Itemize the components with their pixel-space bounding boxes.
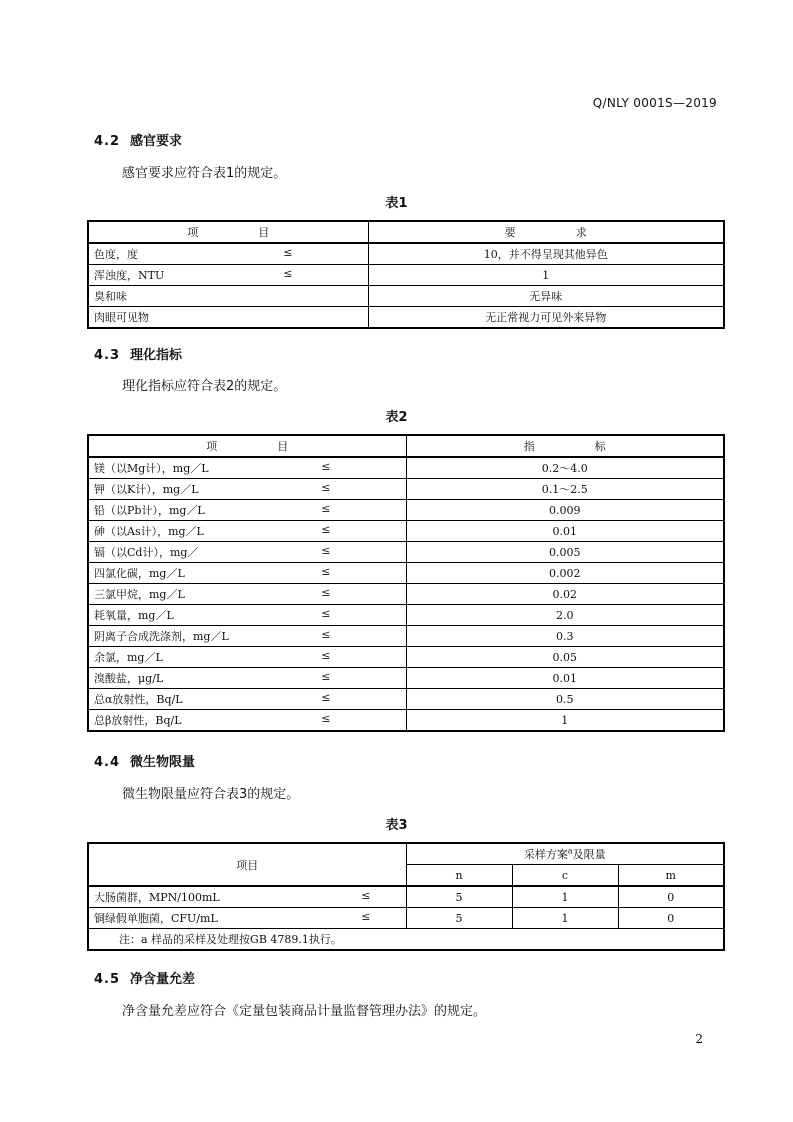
section-heading-4-3 bbox=[94, 344, 182, 363]
table-row: 浑浊度，NTU ≤ 1 bbox=[88, 265, 724, 286]
table-row: 臭和味 无异味 bbox=[88, 286, 724, 307]
section-number: 4.3 bbox=[94, 348, 121, 363]
table-row: 铅（以Pb计），mg／L ≤ 0.009 bbox=[88, 500, 724, 521]
table-row: 总β放射性，Bq/L ≤ 1 bbox=[88, 710, 724, 732]
page-number: 2 bbox=[695, 1032, 703, 1046]
table1-header-item: 项 目 bbox=[88, 221, 368, 243]
section-number: 4.4 bbox=[94, 755, 121, 770]
standard-code: Q/NLY 0001S—2019 bbox=[592, 96, 717, 110]
table2-header-item: 项 目 bbox=[88, 435, 406, 457]
table2-caption: 表2 bbox=[385, 410, 408, 425]
table-row: 三氯甲烷，mg／L ≤ 0.02 bbox=[88, 584, 724, 605]
table-2 bbox=[87, 434, 725, 732]
table3-header-c: c bbox=[512, 865, 618, 887]
table-3 bbox=[87, 842, 725, 951]
table2-header-indicator: 指 标 bbox=[406, 435, 724, 457]
table1-caption: 表1 bbox=[385, 196, 408, 211]
table-row: 肉眼可见物 无正常视力可见外来异物 bbox=[88, 307, 724, 329]
table-row: 镁（以Mg计），mg／L ≤ 0.2～4.0 bbox=[88, 457, 724, 479]
table1-header-requirement: 要 求 bbox=[368, 221, 724, 243]
table3-header-item: 项目 bbox=[88, 843, 406, 886]
table-row: 耗氧量，mg／L ≤ 2.0 bbox=[88, 605, 724, 626]
table3-caption: 表3 bbox=[385, 818, 408, 833]
section-text-4-5: 净含量允差应符合《定量包装商品计量监督管理办法》的规定。 bbox=[122, 1004, 487, 1019]
table3-header-m: m bbox=[618, 865, 724, 887]
table-row: 色度，度 ≤ 10，并不得呈现其他异色 bbox=[88, 243, 724, 265]
section-number: 4.2 bbox=[94, 134, 121, 149]
table-row: 镉（以Cd计），mg／ ≤ 0.005 bbox=[88, 542, 724, 563]
section-heading-4-2 bbox=[94, 130, 182, 149]
section-text-4-3: 理化指标应符合表2的规定。 bbox=[122, 379, 287, 394]
table-row: 钾（以K计），mg／L ≤ 0.1～2.5 bbox=[88, 479, 724, 500]
section-text-4-2: 感官要求应符合表1的规定。 bbox=[122, 166, 287, 181]
section-heading-4-5 bbox=[94, 968, 195, 987]
table-row: 余氯，mg／L ≤ 0.05 bbox=[88, 647, 724, 668]
section-title: 理化指标 bbox=[130, 348, 183, 363]
section-title: 净含量允差 bbox=[130, 972, 196, 987]
table-1 bbox=[87, 220, 725, 329]
table-row: 铜绿假单胞菌，CFU/mL ≤ 5 1 0 bbox=[88, 908, 724, 929]
table-row: 大肠菌群，MPN/100mL ≤ 5 1 0 bbox=[88, 886, 724, 908]
section-title: 微生物限量 bbox=[130, 755, 196, 770]
table-row: 四氯化碳，mg／L ≤ 0.002 bbox=[88, 563, 724, 584]
section-heading-4-4 bbox=[94, 751, 195, 770]
table-row: 阴离子合成洗涤剂，mg／L ≤ 0.3 bbox=[88, 626, 724, 647]
table-row: 砷（以As计），mg／L ≤ 0.01 bbox=[88, 521, 724, 542]
section-title: 感官要求 bbox=[130, 134, 183, 149]
table3-note: 注：a 样品的采样及处理按GB 4789.1执行。 bbox=[88, 929, 724, 951]
section-text-4-4: 微生物限量应符合表3的规定。 bbox=[122, 787, 300, 802]
section-number: 4.5 bbox=[94, 972, 121, 987]
table3-header-plan: 采样方案$^a$及限量 bbox=[406, 843, 724, 865]
table-row: 总α放射性，Bq/L ≤ 0.5 bbox=[88, 689, 724, 710]
table-row: 溴酸盐，μg/L ≤ 0.01 bbox=[88, 668, 724, 689]
table3-header-n: n bbox=[406, 865, 512, 887]
